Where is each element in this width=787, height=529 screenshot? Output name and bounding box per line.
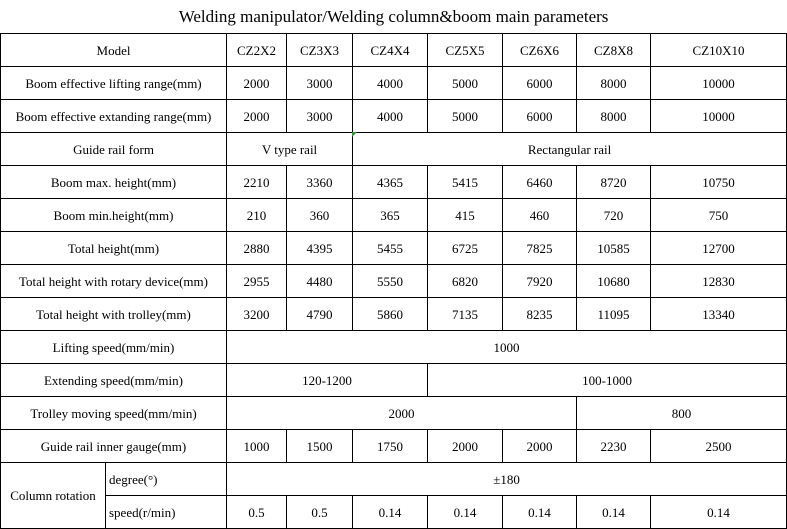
table-cell: 0.14 [428,496,503,529]
table-cell: 0.5 [227,496,287,529]
model-cz5x5: CZ5X5 [428,34,503,67]
lifting-speed-value: 1000 [227,331,787,364]
row-label-guide-rail-form: Guide rail form [1,133,227,166]
row-label-total-height-rotary: Total height with rotary device(mm) [1,265,227,298]
table-cell: 10750 [651,166,787,199]
table-cell: 0.14 [503,496,577,529]
table-cell: 2210 [227,166,287,199]
table-row-total-height-trolley [1,298,787,331]
table-cell: 5860 [353,298,428,331]
row-label-lifting-speed: Lifting speed(mm/min) [1,331,227,364]
table-row-model [1,34,787,67]
table-cell: 0.5 [287,496,353,529]
table-cell: 460 [503,199,577,232]
table-cell: 360 [287,199,353,232]
model-cz2x2: CZ2X2 [227,34,287,67]
table-cell: 8720 [577,166,651,199]
table-cell: 6460 [503,166,577,199]
table-cell: 5550 [353,265,428,298]
table-row-rotation-speed [1,496,787,529]
row-label-total-height: Total height(mm) [1,232,227,265]
row-label-total-height-trolley: Total height with trolley(mm) [1,298,227,331]
extending-speed-small: 120-1200 [227,364,428,397]
table-row-guide-gauge [1,430,787,463]
table-cell: 10000 [651,67,787,100]
table-cell: 2000 [503,430,577,463]
table-row-boom-max-height [1,166,787,199]
table-cell: 0.14 [651,496,787,529]
guide-rail-rectangular: Rectangular rail [353,133,787,166]
table-cell: 3000 [287,67,353,100]
table-cell: 5415 [428,166,503,199]
table-cell: 12700 [651,232,787,265]
table-cell: 2500 [651,430,787,463]
guide-rail-v-type: V type rail [227,133,353,166]
table-cell: 6725 [428,232,503,265]
table-cell: 7135 [428,298,503,331]
table-cell: 4790 [287,298,353,331]
sub-label-degree: degree(°) [106,463,227,496]
table-cell: 10585 [577,232,651,265]
row-label-model: Model [1,34,227,67]
table-cell: 6820 [428,265,503,298]
table-cell: 415 [428,199,503,232]
trolley-speed-large: 800 [577,397,787,430]
table-cell: 4000 [353,100,428,133]
row-label-lifting-range: Boom effective lifting range(mm) [1,67,227,100]
model-cz8x8: CZ8X8 [577,34,651,67]
model-cz3x3: CZ3X3 [287,34,353,67]
table-row-total-height [1,232,787,265]
table-cell: 750 [651,199,787,232]
table-row-lifting-range [1,67,787,100]
trolley-speed-small: 2000 [227,397,577,430]
model-cz10x10: CZ10X10 [651,34,787,67]
table-cell: 365 [353,199,428,232]
table-title: Welding manipulator/Welding column&boom main parameters [1,0,787,34]
table-cell: 10680 [577,265,651,298]
table-cell: 11095 [577,298,651,331]
model-cz6x6: CZ6X6 [503,34,577,67]
table-row-lifting-speed [1,331,787,364]
table-cell: 1500 [287,430,353,463]
table-cell: 5000 [428,100,503,133]
table-cell: 7825 [503,232,577,265]
cell-comment-marker [352,132,357,137]
table-cell: 12830 [651,265,787,298]
table-cell: 8000 [577,67,651,100]
table-cell: 0.14 [353,496,428,529]
table-row-trolley-speed [1,397,787,430]
table-cell: 6000 [503,67,577,100]
table-cell: 2880 [227,232,287,265]
row-label-trolley-speed: Trolley moving speed(mm/min) [1,397,227,430]
extending-speed-large: 100-1000 [428,364,787,397]
model-cz4x4: CZ4X4 [353,34,428,67]
rotation-degree-value: ±180 [227,463,787,496]
table-cell: 4000 [353,67,428,100]
table-cell: 720 [577,199,651,232]
table-cell: 1750 [353,430,428,463]
table-cell: 3360 [287,166,353,199]
table-cell: 5000 [428,67,503,100]
table-cell: 2000 [428,430,503,463]
table-cell: 2955 [227,265,287,298]
row-label-extending-speed: Extending speed(mm/min) [1,364,227,397]
table-cell: 13340 [651,298,787,331]
table-cell: 4365 [353,166,428,199]
table-cell: 3000 [287,100,353,133]
table-cell: 0.14 [577,496,651,529]
table-cell: 2000 [227,100,287,133]
row-label-guide-gauge: Guide rail inner gauge(mm) [1,430,227,463]
table-cell: 2230 [577,430,651,463]
table-cell: 4395 [287,232,353,265]
table-cell: 8235 [503,298,577,331]
row-label-boom-min-height: Boom min.height(mm) [1,199,227,232]
table-cell: 2000 [227,67,287,100]
table-row-guide-rail-form [1,133,787,166]
table-cell: 3200 [227,298,287,331]
table-cell: 4480 [287,265,353,298]
sub-label-speed: speed(r/min) [106,496,227,529]
row-label-extending-range: Boom effective extanding range(mm) [1,100,227,133]
table-row-total-height-rotary [1,265,787,298]
table-cell: 5455 [353,232,428,265]
table-cell: 6000 [503,100,577,133]
table-cell: 210 [227,199,287,232]
row-label-column-rotation: Column rotation [1,463,106,529]
table-row-rotation-degree [1,463,787,496]
table-cell: 1000 [227,430,287,463]
table-row-extending-range [1,100,787,133]
row-label-boom-max-height: Boom max. height(mm) [1,166,227,199]
table-cell: 10000 [651,100,787,133]
table-row-extending-speed [1,364,787,397]
table-cell: 8000 [577,100,651,133]
table-cell: 7920 [503,265,577,298]
table-row-boom-min-height [1,199,787,232]
